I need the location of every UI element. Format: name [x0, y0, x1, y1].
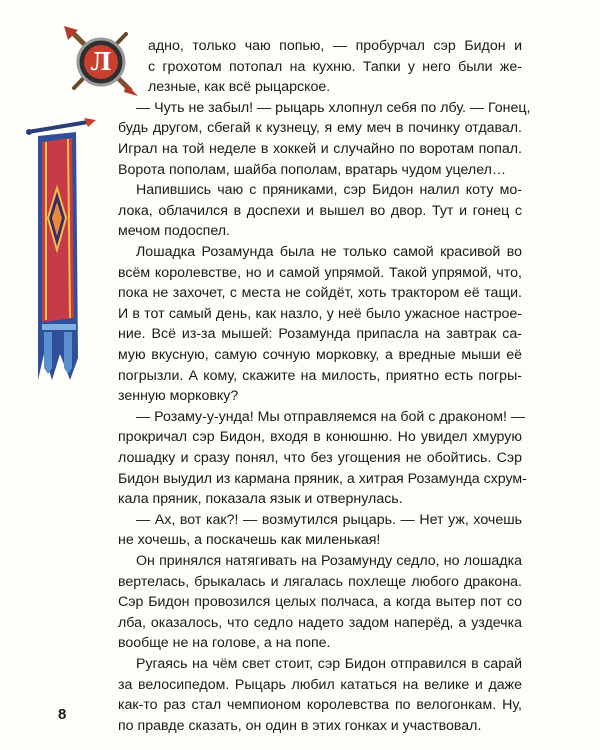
text-line: за велосипедом. Рыцарь любил кататься на велике и даже — [118, 676, 522, 693]
text-line: Сэр Бидон провозился целых полчаса, а когда вытер пот со — [118, 594, 522, 611]
text-line: лока, облачился в доспехи и вышел во двор. Тут и гонец с — [118, 202, 522, 219]
text-line: не хочешь, а поскачешь как миленькая! — [118, 532, 381, 549]
text-line: — Чуть не забыл! — рыцарь хлопнул себя по лбу. — Гонец, — [136, 99, 531, 116]
text-line: зенную морковку? — [118, 388, 239, 405]
text-line: лошадку и сразу понял, что без угощения не обойтись. Сэр — [118, 450, 522, 466]
text-line: Он принялся натягивать на Розамунду седло, но лошадка — [136, 553, 522, 569]
text-line: с грохотом потопал на кухню. Тапки у него были же- — [148, 58, 522, 75]
text-line: лезные, как всё рыцарское. — [148, 79, 331, 96]
text-line: будь другом, сбегай к кузнецу, я ему меч в починку отдавал. — [118, 120, 522, 137]
text-line: мую вкусную, самую сочную морковку, а вредные мыши её — [118, 347, 522, 363]
text-line: адно, только чаю попью, — пробурчал сэр Бидон и — [148, 38, 522, 54]
text-line: Бидон выудил из кармана пряник, а хитрая Розамунда схрум- — [118, 470, 527, 487]
text-line: вообще не на голове, а на попе. — [118, 635, 331, 652]
text-line: кала пряник, показала язык и отвернулась. — [118, 491, 403, 508]
text-line: по правде сказать, он один в этих гонках и участвовал. — [118, 717, 482, 734]
text-line: прокричал сэр Бидон, входя в конюшню. Но увидел хмурую — [118, 429, 522, 446]
text-line: — Розаму-у-унда! Мы отправляемся на бой с драконом! — — [136, 408, 526, 425]
text-line: Ворота пополам, шайба пополам, вратарь чудом уцелел… — [118, 161, 507, 178]
text-line: Играл на той неделе в хоккей и случайно по воротам попал. — [118, 141, 522, 157]
text-line: мечом подоспел. — [118, 223, 230, 240]
text-line: пока не захочет, с места не сойдёт, хоть трактором её тащи. — [118, 285, 522, 302]
text-line: — Ах, вот как?! — возмутился рыцарь. — Нет уж, хочешь — [136, 511, 522, 528]
text-line: Напившись чаю с пряниками, сэр Бидон налил коту мо- — [136, 182, 522, 199]
text-line: погрызли. А кому, скажите на милость, приятно есть погры- — [118, 367, 522, 384]
text-line: И в тот самый день, как назло, у неё было ужасное настрое- — [118, 305, 522, 322]
drop-cap-shield-emblem — [62, 26, 140, 96]
text-line: как-то раз стал чемпионом королевства по велогонкам. Ну, — [118, 697, 522, 714]
text-line: вертелась, брыкалась и лягалась похлеще любого дракона. — [118, 573, 522, 590]
page-number: 8 — [58, 706, 67, 723]
text-line: лба, оказалось, что седло надето задом наперёд, а уздечка — [118, 614, 522, 631]
text-line: всём королевстве, но и самой упрямой. Такой упрямой, что, — [118, 264, 522, 281]
text-line: Ругаясь на чём свет стоит, сэр Бидон отправился в сарай — [136, 656, 522, 672]
drop-cap-letter: Л — [90, 47, 112, 76]
text-line: Лошадка Розамунда была не только самой красивой во — [136, 244, 522, 260]
text-line: ние. Всё из-за мышей: Розамунда припасла на завтрак са- — [118, 326, 522, 343]
hanging-banner-illustration — [26, 118, 106, 380]
